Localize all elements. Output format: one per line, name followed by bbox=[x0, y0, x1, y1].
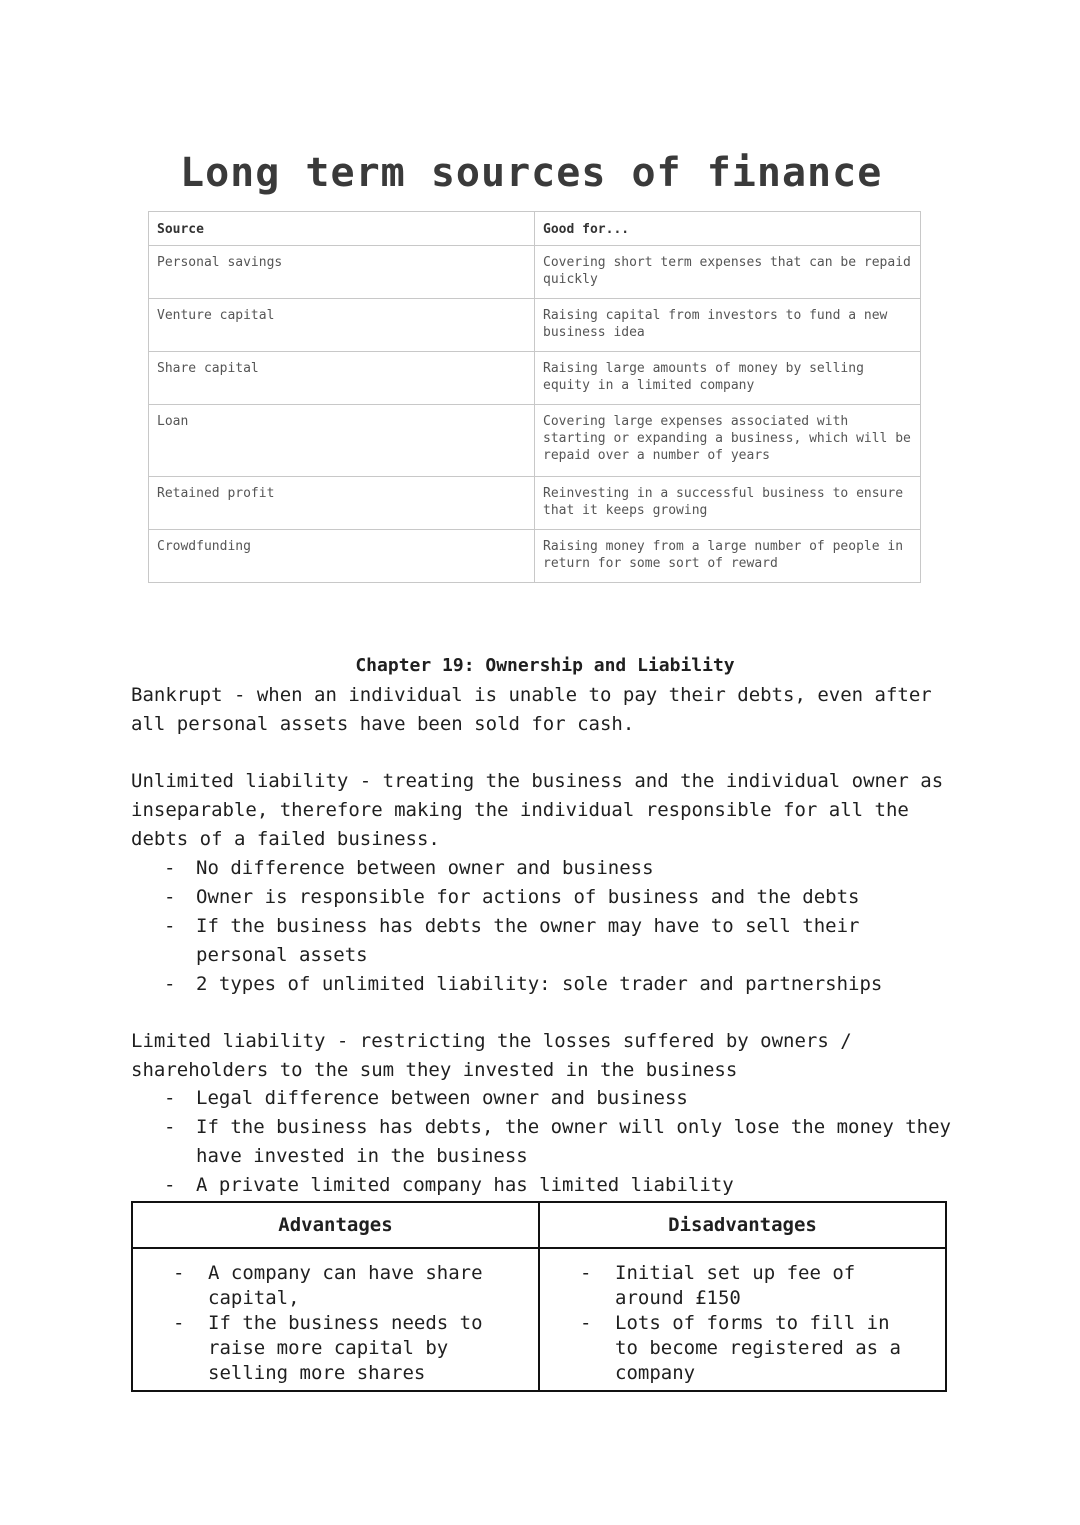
table-row bbox=[149, 299, 921, 352]
limited-liability-definition: Limited liability - restricting the losses suffered by owners / shareholders to the sum they invested in the business bbox=[131, 1030, 852, 1081]
advantages-header: Advantages bbox=[132, 1202, 539, 1248]
list-item: - If the business has debts the owner may have to sell their personal assets bbox=[131, 912, 961, 970]
table-header-row bbox=[132, 1202, 946, 1248]
source-cell: Share capital bbox=[149, 352, 535, 405]
advantages-list bbox=[133, 1261, 538, 1386]
column-header-source: Source bbox=[149, 212, 535, 246]
good-for-cell: Raising capital from investors to fund a new business idea bbox=[535, 299, 921, 352]
table-row bbox=[132, 1248, 946, 1391]
chapter-heading-text: Chapter 19: Ownership and Liability bbox=[355, 655, 735, 676]
source-cell: Retained profit bbox=[149, 477, 535, 530]
good-for-cell: Covering short term expenses that can be repaid quickly bbox=[535, 246, 921, 299]
table-row bbox=[149, 246, 921, 299]
source-cell: Personal savings bbox=[149, 246, 535, 299]
unlimited-liability-definition: Unlimited liability - treating the business and the individual owner as inseparable, therefore making the individual responsible for all the debts of a failed business. bbox=[131, 770, 944, 850]
disadvantages-list bbox=[540, 1261, 945, 1386]
table-row bbox=[149, 405, 921, 477]
list-item: - If the business has debts, the owner will only lose the money they have invested in the business bbox=[131, 1113, 961, 1171]
table-row bbox=[149, 530, 921, 583]
list-item: - Lots of forms to fill in to become registered as a company bbox=[540, 1311, 945, 1386]
list-item: - Owner is responsible for actions of business and the debts bbox=[131, 883, 961, 912]
disadvantages-cell bbox=[539, 1248, 946, 1391]
table-row bbox=[149, 477, 921, 530]
list-item: - Legal difference between owner and business bbox=[131, 1084, 961, 1113]
table-row bbox=[149, 352, 921, 405]
column-header-good-for: Good for... bbox=[535, 212, 921, 246]
good-for-cell: Reinvesting in a successful business to ensure that it keeps growing bbox=[535, 477, 921, 530]
chapter-heading bbox=[0, 655, 1080, 676]
list-item: - A company can have share capital, bbox=[133, 1261, 538, 1311]
good-for-cell: Raising money from a large number of people in return for some sort of reward bbox=[535, 530, 921, 583]
list-item: - A private limited company has limited liability bbox=[131, 1171, 961, 1200]
good-for-cell: Raising large amounts of money by selling equity in a limited company bbox=[535, 352, 921, 405]
list-item: - No difference between owner and business bbox=[131, 854, 961, 883]
list-item: - If the business needs to raise more capital by selling more shares bbox=[133, 1311, 538, 1386]
source-cell: Venture capital bbox=[149, 299, 535, 352]
advantages-disadvantages-table bbox=[131, 1201, 947, 1392]
limited-liability-points bbox=[131, 1084, 961, 1200]
finance-sources-table bbox=[148, 211, 921, 583]
source-cell: Loan bbox=[149, 405, 535, 477]
source-cell: Crowdfunding bbox=[149, 530, 535, 583]
list-item: - 2 types of unlimited liability: sole trader and partnerships bbox=[131, 970, 961, 999]
disadvantages-header: Disadvantages bbox=[539, 1202, 946, 1248]
good-for-cell: Covering large expenses associated with starting or expanding a business, which will be repaid over a number of years bbox=[535, 405, 921, 477]
advantages-cell bbox=[132, 1248, 539, 1391]
bankrupt-definition: Bankrupt - when an individual is unable to pay their debts, even after all personal assets have been sold for cash. bbox=[131, 684, 932, 735]
table-header-row bbox=[149, 212, 921, 246]
list-item: - Initial set up fee of around £150 bbox=[540, 1261, 945, 1311]
unlimited-liability-points bbox=[131, 854, 961, 999]
page-title: Long term sources of finance bbox=[180, 150, 883, 196]
